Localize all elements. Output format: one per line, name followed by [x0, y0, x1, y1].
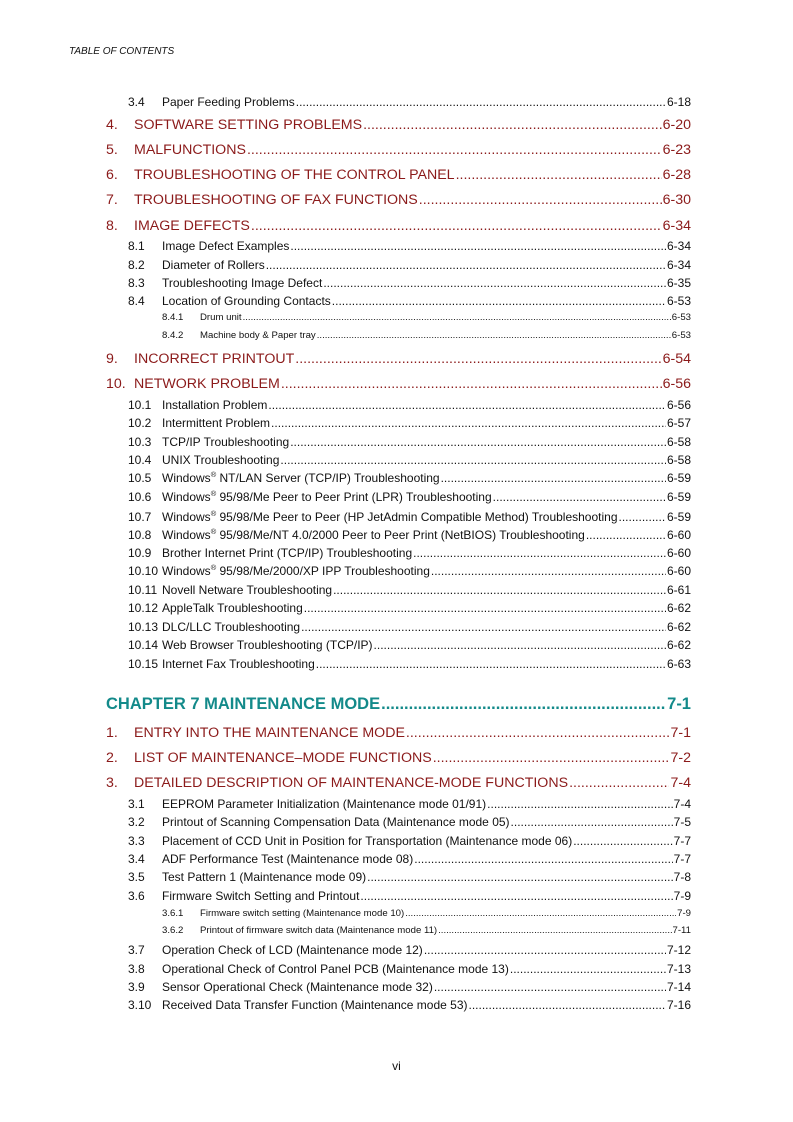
entry-title: DETAILED DESCRIPTION OF MAINTENANCE-MODE FUNCTIONS: [134, 775, 569, 791]
entry-page: 6-56: [666, 398, 691, 412]
toc-entry[interactable]: [106, 750, 691, 766]
toc-entry[interactable]: [128, 638, 691, 652]
entry-number: 1.: [106, 725, 118, 741]
entry-title: Windows® 95/98/Me Peer to Peer (HP JetAdmin Compatible Method) Troubleshooting: [162, 509, 618, 524]
page-number: vi: [392, 1059, 401, 1073]
dot-leader: [301, 620, 666, 634]
entry-page: 7-11: [672, 925, 691, 936]
entry-page: 7-4: [673, 797, 691, 811]
entry-page: 7-9: [673, 889, 691, 903]
dot-leader: [405, 908, 676, 919]
dot-leader: [243, 312, 671, 323]
entry-page: 6-60: [666, 528, 691, 542]
entry-title: Windows® 95/98/Me Peer to Peer Print (LPR) Troubleshooting: [162, 489, 492, 504]
entry-number: 10.3: [128, 435, 152, 449]
dot-leader: [317, 330, 671, 341]
dot-leader: [511, 815, 673, 829]
toc-entry[interactable]: [162, 908, 691, 919]
entry-title: Web Browser Troubleshooting (TCP/IP): [162, 638, 373, 652]
dot-leader: [381, 695, 666, 714]
entry-number: 3.9: [128, 980, 145, 994]
entry-number: 3.3: [128, 834, 145, 848]
toc-entry[interactable]: [106, 142, 691, 158]
entry-number: 8.3: [128, 276, 145, 290]
entry-number: 10.2: [128, 416, 152, 430]
toc-entry[interactable]: [128, 620, 691, 634]
dot-leader: [374, 638, 666, 652]
toc-entry[interactable]: [128, 583, 691, 597]
registered-mark: ®: [210, 563, 217, 572]
entry-title: Firmware switch setting (Maintenance mode 10): [200, 908, 405, 919]
toc-entry[interactable]: [128, 435, 691, 449]
toc-entry[interactable]: [106, 725, 691, 741]
entry-title: Installation Problem: [162, 398, 268, 412]
toc-entry[interactable]: [128, 943, 691, 957]
registered-mark: ®: [210, 489, 217, 498]
entry-page: 6-60: [666, 564, 691, 578]
toc-entry[interactable]: [128, 962, 691, 976]
entry-page: 6-34: [666, 258, 691, 272]
dot-leader: [333, 583, 666, 597]
chapter-entry[interactable]: [106, 695, 691, 714]
entry-number: 2.: [106, 750, 118, 766]
dot-leader: [414, 852, 672, 866]
entry-title: Brother Internet Print (TCP/IP) Troubleshooting: [162, 546, 413, 560]
dot-leader: [295, 351, 661, 367]
toc-entry[interactable]: [128, 834, 691, 848]
entry-number: 10.11: [128, 583, 158, 597]
entry-page: 7-2: [670, 750, 691, 766]
toc-entry[interactable]: [128, 416, 691, 430]
dot-leader: [438, 925, 671, 936]
toc-entry[interactable]: [162, 312, 691, 323]
toc-entry[interactable]: [162, 330, 691, 341]
entry-page: 7-16: [666, 998, 691, 1012]
entry-number: 3.2: [128, 815, 145, 829]
entry-page: 6-54: [662, 351, 691, 367]
entry-number: 10.8: [128, 528, 152, 542]
entry-number: 10.10: [128, 564, 159, 578]
entry-title: Novell Netware Troubleshooting: [162, 583, 333, 597]
toc-entry[interactable]: [128, 546, 691, 560]
entry-title: SOFTWARE SETTING PROBLEMS: [134, 117, 363, 133]
entry-number: 10.4: [128, 453, 152, 467]
dot-leader: [363, 117, 662, 133]
entry-title: CHAPTER 7 MAINTENANCE MODE: [106, 695, 381, 713]
entry-title: TROUBLESHOOTING OF THE CONTROL PANEL: [134, 167, 455, 183]
entry-number: 3.6.2: [162, 925, 184, 936]
entry-title: Windows® 95/98/Me/NT 4.0/2000 Peer to Peer Print (NetBIOS) Troubleshooting: [162, 527, 585, 542]
entry-title: DLC/LLC Troubleshooting: [162, 620, 301, 634]
entry-page: 7-13: [666, 962, 691, 976]
dot-leader: [271, 416, 666, 430]
entry-number: 10.7: [128, 510, 152, 524]
entry-number: 7.: [106, 192, 118, 208]
entry-page: 7-1: [667, 695, 691, 713]
entry-number: 8.2: [128, 258, 145, 272]
dot-leader: [487, 797, 673, 811]
dot-leader: [266, 258, 666, 272]
entry-page: 7-5: [673, 815, 691, 829]
dot-leader: [360, 889, 672, 903]
dot-leader: [619, 510, 666, 524]
toc-entry[interactable]: [106, 192, 691, 208]
entry-title: Printout of Scanning Compensation Data (Maintenance mode 05): [162, 815, 510, 829]
entry-page: 7-7: [673, 834, 691, 848]
toc-entry[interactable]: [128, 510, 691, 524]
entry-number: 3.6.1: [162, 908, 184, 919]
entry-number: 10.5: [128, 471, 152, 485]
entry-number: 3.4: [128, 852, 145, 866]
dot-leader: [247, 142, 662, 158]
toc-entry[interactable]: [106, 218, 691, 234]
dot-leader: [367, 870, 673, 884]
entry-number: 10.6: [128, 490, 152, 504]
entry-number: 4.: [106, 117, 118, 133]
entry-page: 6-60: [666, 546, 691, 560]
entry-title: Diameter of Rollers: [162, 258, 265, 272]
entry-page: 6-53: [671, 312, 691, 323]
entry-page: 6-61: [666, 583, 691, 597]
entry-title: TROUBLESHOOTING OF FAX FUNCTIONS: [134, 192, 418, 208]
entry-page: 6-30: [662, 192, 691, 208]
entry-title: INCORRECT PRINTOUT: [134, 351, 295, 367]
entry-page: 7-7: [673, 852, 691, 866]
entry-number: 8.4.1: [162, 312, 184, 323]
entry-title: Operational Check of Control Panel PCB (Maintenance mode 13): [162, 962, 509, 976]
entry-page: 6-28: [662, 167, 691, 183]
entry-title: Operation Check of LCD (Maintenance mode 12): [162, 943, 423, 957]
toc-entry[interactable]: [128, 564, 691, 578]
toc-entry[interactable]: [128, 239, 691, 253]
entry-title: NETWORK PROBLEM: [134, 376, 280, 392]
entry-number: 8.: [106, 218, 118, 234]
dot-leader: [569, 775, 669, 791]
entry-title: TCP/IP Troubleshooting: [162, 435, 290, 449]
dot-leader: [469, 998, 666, 1012]
entry-page: 6-59: [666, 490, 691, 504]
dot-leader: [433, 750, 670, 766]
entry-page: 6-59: [666, 510, 691, 524]
entry-number: 3.5: [128, 870, 145, 884]
entry-number: 10.1: [128, 398, 152, 412]
entry-title: MALFUNCTIONS: [134, 142, 246, 158]
entry-title: Test Pattern 1 (Maintenance mode 09): [162, 870, 367, 884]
toc-entry[interactable]: [128, 998, 691, 1012]
entry-title: Windows® 95/98/Me/2000/XP IPP Troubleshooting: [162, 563, 430, 578]
dot-leader: [413, 546, 666, 560]
entry-title: Paper Feeding Problems: [162, 95, 295, 109]
entry-title: ADF Performance Test (Maintenance mode 08): [162, 852, 414, 866]
toc-entry[interactable]: [106, 351, 691, 367]
entry-number: 8.1: [128, 239, 145, 253]
entry-page: 6-58: [666, 453, 691, 467]
entry-title: AppleTalk Troubleshooting: [162, 601, 303, 615]
toc-entry[interactable]: [128, 453, 691, 467]
entry-number: 3.6: [128, 889, 145, 903]
entry-title: Printout of firmware switch data (Maintenance mode 11): [200, 925, 438, 936]
entry-page: 6-62: [666, 620, 691, 634]
toc-entry[interactable]: [128, 797, 691, 811]
entry-title: ENTRY INTO THE MAINTENANCE MODE: [134, 725, 405, 741]
registered-mark: ®: [210, 527, 217, 536]
dot-leader: [441, 471, 666, 485]
entry-number: 10.9: [128, 546, 152, 560]
entry-page: 6-18: [666, 95, 691, 109]
toc-entry[interactable]: [128, 528, 691, 542]
entry-number: 3.8: [128, 962, 145, 976]
entry-page: 6-35: [666, 276, 691, 290]
entry-page: 7-4: [670, 775, 691, 791]
entry-page: 6-20: [662, 117, 691, 133]
running-header: TABLE OF CONTENTS: [69, 46, 175, 57]
dot-leader: [304, 601, 666, 615]
entry-page: 6-34: [662, 218, 691, 234]
entry-page: 7-12: [666, 943, 691, 957]
entry-page: 6-63: [666, 657, 691, 671]
toc-entry[interactable]: [128, 398, 691, 412]
dot-leader: [586, 528, 666, 542]
dot-leader: [316, 657, 666, 671]
entry-number: 8.4: [128, 294, 145, 308]
entry-title: Image Defect Examples: [162, 239, 290, 253]
entry-number: 3.4: [128, 95, 145, 109]
entry-page: 6-23: [662, 142, 691, 158]
toc-entry[interactable]: [128, 889, 691, 903]
entry-number: 10.14: [128, 638, 159, 652]
registered-mark: ®: [210, 509, 217, 518]
toc-entry[interactable]: [128, 258, 691, 272]
registered-mark: ®: [210, 470, 217, 479]
entry-title: Troubleshooting Image Defect: [162, 276, 323, 290]
dot-leader: [424, 943, 666, 957]
dot-leader: [323, 276, 666, 290]
entry-title: Windows® NT/LAN Server (TCP/IP) Troubleshooting: [162, 470, 440, 485]
toc-entry[interactable]: [128, 657, 691, 671]
toc-entry[interactable]: [128, 870, 691, 884]
entry-title: Internet Fax Troubleshooting: [162, 657, 315, 671]
entry-page: 6-58: [666, 435, 691, 449]
dot-leader: [456, 167, 662, 183]
entry-page: 6-53: [666, 294, 691, 308]
entry-number: 9.: [106, 351, 118, 367]
entry-page: 6-62: [666, 601, 691, 615]
toc-entry[interactable]: [128, 276, 691, 290]
dot-leader: [290, 239, 666, 253]
dot-leader: [493, 490, 666, 504]
entry-page: 7-1: [670, 725, 691, 741]
entry-number: 6.: [106, 167, 118, 183]
entry-title: Firmware Switch Setting and Printout: [162, 889, 360, 903]
toc-entry[interactable]: [128, 852, 691, 866]
entry-number: 3.7: [128, 943, 145, 957]
entry-number: 3.1: [128, 797, 145, 811]
entry-number: 10.12: [128, 601, 159, 615]
entry-number: 10.13: [128, 620, 159, 634]
entry-title: Machine body & Paper tray: [200, 330, 316, 341]
dot-leader: [434, 980, 666, 994]
entry-title: IMAGE DEFECTS: [134, 218, 250, 234]
entry-number: 5.: [106, 142, 118, 158]
dot-leader: [573, 834, 672, 848]
dot-leader: [268, 398, 666, 412]
dot-leader: [332, 294, 666, 308]
dot-leader: [280, 453, 666, 467]
toc-entry[interactable]: [106, 376, 691, 392]
entry-number: 3.10: [128, 998, 152, 1012]
entry-title: Received Data Transfer Function (Maintenance mode 53): [162, 998, 468, 1012]
dot-leader: [510, 962, 666, 976]
entry-page: 6-34: [666, 239, 691, 253]
entry-page: 7-9: [677, 908, 691, 919]
entry-page: 6-57: [666, 416, 691, 430]
entry-title: Location of Grounding Contacts: [162, 294, 331, 308]
toc-entry[interactable]: [128, 601, 691, 615]
toc-entry[interactable]: [128, 980, 691, 994]
entry-page: 6-56: [662, 376, 691, 392]
entry-title: UNIX Troubleshooting: [162, 453, 280, 467]
toc-entry[interactable]: [128, 490, 691, 504]
toc-entry[interactable]: [128, 294, 691, 308]
dot-leader: [281, 376, 662, 392]
toc-entry[interactable]: [106, 117, 691, 133]
entry-title: LIST OF MAINTENANCE–MODE FUNCTIONS: [134, 750, 432, 766]
toc-entry[interactable]: [106, 167, 691, 183]
entry-number: 8.4.2: [162, 330, 184, 341]
dot-leader: [431, 564, 666, 578]
entry-title: Placement of CCD Unit in Position for Transportation (Maintenance mode 06): [162, 834, 573, 848]
dot-leader: [296, 95, 666, 109]
dot-leader: [419, 192, 662, 208]
entry-number: 10.15: [128, 657, 159, 671]
dot-leader: [406, 725, 670, 741]
entry-title: Sensor Operational Check (Maintenance mode 32): [162, 980, 433, 994]
entry-page: 7-14: [666, 980, 691, 994]
entry-page: 6-53: [671, 330, 691, 341]
dot-leader: [290, 435, 666, 449]
toc-entry[interactable]: [128, 815, 691, 829]
entry-page: 7-8: [673, 870, 691, 884]
dot-leader: [251, 218, 662, 234]
toc-entry[interactable]: [162, 925, 691, 936]
entry-title: Intermittent Problem: [162, 416, 271, 430]
toc-entry[interactable]: [128, 471, 691, 485]
entry-number: 10.: [106, 376, 126, 392]
toc-entry[interactable]: [106, 775, 691, 791]
entry-title: EEPROM Parameter Initialization (Maintenance mode 01/91): [162, 797, 487, 811]
entry-page: 6-59: [666, 471, 691, 485]
toc-entry[interactable]: [128, 95, 691, 109]
entry-title: Drum unit: [200, 312, 242, 323]
entry-number: 3.: [106, 775, 118, 791]
entry-page: 6-62: [666, 638, 691, 652]
